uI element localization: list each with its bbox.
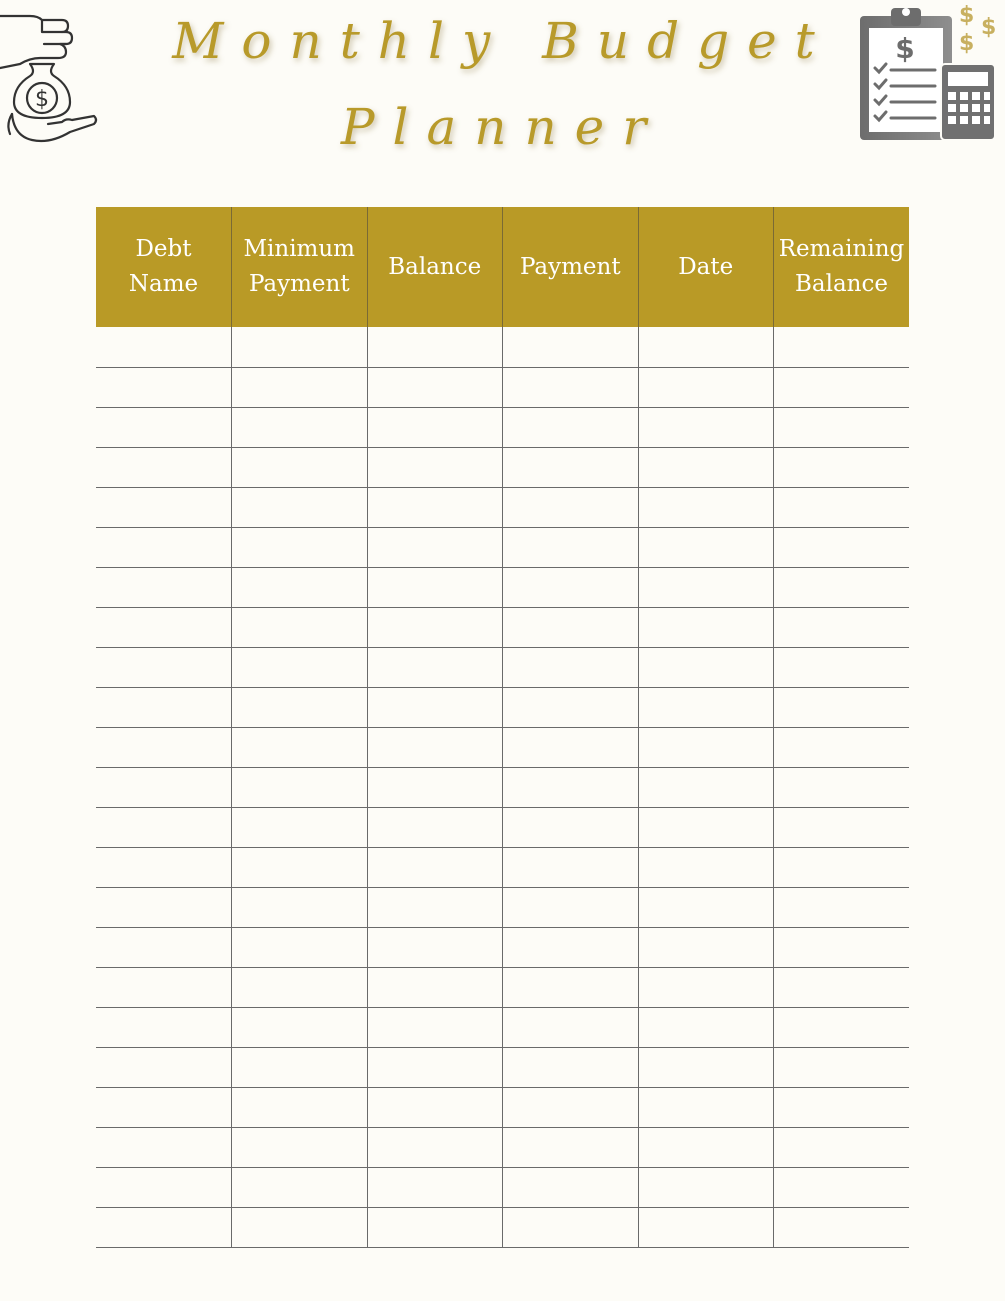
table-cell[interactable] <box>96 1007 232 1047</box>
table-cell[interactable] <box>774 967 910 1007</box>
table-cell[interactable] <box>96 887 232 927</box>
svg-text:$: $ <box>981 15 997 40</box>
table-cell[interactable] <box>503 1167 639 1207</box>
table-cell[interactable] <box>774 927 910 967</box>
table-cell[interactable] <box>367 767 503 807</box>
table-cell[interactable] <box>774 1207 910 1247</box>
column-header-line2: Name <box>128 271 199 297</box>
table-cell[interactable] <box>503 567 639 607</box>
table-cell[interactable] <box>232 527 368 567</box>
table-row <box>96 407 909 447</box>
table-cell[interactable] <box>638 967 774 1007</box>
table-row <box>96 807 909 847</box>
table-cell[interactable] <box>96 687 232 727</box>
table-cell[interactable] <box>232 647 368 687</box>
table-row <box>96 647 909 687</box>
table-row <box>96 327 909 367</box>
table-cell[interactable] <box>367 887 503 927</box>
table-cell[interactable] <box>503 607 639 647</box>
table-cell[interactable] <box>503 887 639 927</box>
table-cell[interactable] <box>638 1207 774 1247</box>
table-cell[interactable] <box>638 767 774 807</box>
column-header-line1: Balance <box>388 253 482 280</box>
table-row <box>96 567 909 607</box>
table-cell[interactable] <box>367 327 503 367</box>
table-cell[interactable] <box>503 527 639 567</box>
table-cell[interactable] <box>96 407 232 447</box>
table-cell[interactable] <box>638 407 774 447</box>
table-cell[interactable] <box>232 327 368 367</box>
table-cell[interactable] <box>96 1207 232 1247</box>
table-cell[interactable] <box>232 367 368 407</box>
table-row <box>96 487 909 527</box>
table-cell[interactable] <box>503 447 639 487</box>
table-cell[interactable] <box>638 1167 774 1207</box>
table-cell[interactable] <box>96 1087 232 1127</box>
table-cell[interactable] <box>367 807 503 847</box>
table-cell[interactable] <box>774 1047 910 1087</box>
table-cell[interactable] <box>774 727 910 767</box>
table-cell[interactable] <box>232 927 368 967</box>
table-cell[interactable] <box>96 567 232 607</box>
debt-tracker-table <box>96 207 909 1248</box>
table-cell[interactable] <box>367 927 503 967</box>
column-header-line2: Payment <box>248 271 350 297</box>
table-cell[interactable] <box>638 727 774 767</box>
table-cell[interactable] <box>503 1127 639 1167</box>
table-cell[interactable] <box>638 1007 774 1047</box>
table-cell[interactable] <box>367 847 503 887</box>
table-cell[interactable] <box>232 1207 368 1247</box>
table-cell[interactable] <box>638 527 774 567</box>
table-cell[interactable] <box>638 487 774 527</box>
table-cell[interactable] <box>774 767 910 807</box>
column-header-line2: Balance <box>795 271 888 297</box>
table-cell[interactable] <box>638 607 774 647</box>
table-cell[interactable] <box>774 647 910 687</box>
table-cell[interactable] <box>774 367 910 407</box>
table-cell[interactable] <box>367 1167 503 1207</box>
table-row <box>96 927 909 967</box>
table-cell[interactable] <box>503 1007 639 1047</box>
table-cell[interactable] <box>774 807 910 847</box>
table-row <box>96 527 909 567</box>
table-cell[interactable] <box>503 647 639 687</box>
table-row <box>96 1007 909 1047</box>
column-header-5 <box>774 207 910 327</box>
table-cell[interactable] <box>774 847 910 887</box>
table-cell[interactable] <box>503 807 639 847</box>
table-cell[interactable] <box>96 647 232 687</box>
column-header-line1: Date <box>678 253 734 280</box>
table-cell[interactable] <box>96 927 232 967</box>
table-cell[interactable] <box>503 967 639 1007</box>
page-title-line2: Planner <box>340 98 665 156</box>
table-cell[interactable] <box>96 847 232 887</box>
table-row <box>96 1087 909 1127</box>
table-cell[interactable] <box>503 927 639 967</box>
table-cell[interactable] <box>96 447 232 487</box>
table-cell[interactable] <box>367 527 503 567</box>
table-row <box>96 967 909 1007</box>
table-cell[interactable] <box>638 327 774 367</box>
table-row <box>96 607 909 647</box>
table-cell[interactable] <box>503 727 639 767</box>
table-row <box>96 1207 909 1247</box>
table-cell[interactable] <box>503 1087 639 1127</box>
table-cell[interactable] <box>638 807 774 847</box>
table-row <box>96 1167 909 1207</box>
table-row <box>96 1047 909 1087</box>
table-cell[interactable] <box>367 607 503 647</box>
column-header-line1: Remaining <box>778 236 905 262</box>
table-cell[interactable] <box>232 567 368 607</box>
table-cell[interactable] <box>367 727 503 767</box>
table-body <box>96 327 909 1247</box>
table-cell[interactable] <box>367 687 503 727</box>
column-header-line1: Debt <box>135 236 192 262</box>
svg-text:$: $ <box>895 32 915 65</box>
table-cell[interactable] <box>774 1007 910 1047</box>
table-cell[interactable] <box>638 847 774 887</box>
table-cell[interactable] <box>638 447 774 487</box>
column-header-line1: Payment <box>519 253 621 280</box>
table-row <box>96 1127 909 1167</box>
table-cell[interactable] <box>503 1047 639 1087</box>
table-cell[interactable] <box>232 727 368 767</box>
table-cell[interactable] <box>367 1207 503 1247</box>
table-cell[interactable] <box>367 1047 503 1087</box>
page-title-line1: Monthly Budget <box>172 12 833 70</box>
clipboard-calculator-icon <box>855 0 1005 145</box>
table-cell[interactable] <box>367 1127 503 1167</box>
table-cell[interactable] <box>367 1007 503 1047</box>
table-cell[interactable] <box>232 1127 368 1167</box>
table-cell[interactable] <box>96 327 232 367</box>
table-cell[interactable] <box>503 407 639 447</box>
table-cell[interactable] <box>774 567 910 607</box>
table-row <box>96 687 909 727</box>
table-cell[interactable] <box>232 607 368 647</box>
table-cell[interactable] <box>774 1127 910 1167</box>
table-cell[interactable] <box>232 807 368 847</box>
table-cell[interactable] <box>96 1047 232 1087</box>
table-cell[interactable] <box>232 407 368 447</box>
table-cell[interactable] <box>96 1167 232 1207</box>
table-cell[interactable] <box>96 607 232 647</box>
table-cell[interactable] <box>503 487 639 527</box>
table-cell[interactable] <box>96 367 232 407</box>
table-cell[interactable] <box>367 567 503 607</box>
table-cell[interactable] <box>232 887 368 927</box>
table-cell[interactable] <box>638 927 774 967</box>
table-cell[interactable] <box>638 1087 774 1127</box>
table-cell[interactable] <box>774 407 910 447</box>
table-cell[interactable] <box>367 967 503 1007</box>
table-row <box>96 847 909 887</box>
table-row <box>96 367 909 407</box>
table-cell[interactable] <box>232 687 368 727</box>
table-cell[interactable] <box>232 1167 368 1207</box>
table-cell[interactable] <box>367 447 503 487</box>
column-header-3 <box>503 207 639 327</box>
table-cell[interactable] <box>96 967 232 1007</box>
table-row <box>96 447 909 487</box>
column-header-2 <box>367 207 503 327</box>
table-cell[interactable] <box>96 527 232 567</box>
table-cell[interactable] <box>96 1127 232 1167</box>
table-cell[interactable] <box>232 1047 368 1087</box>
column-header-4 <box>638 207 774 327</box>
table-cell[interactable] <box>503 687 639 727</box>
table-row <box>96 727 909 767</box>
table-cell[interactable] <box>774 1087 910 1127</box>
table-cell[interactable] <box>774 607 910 647</box>
table-cell[interactable] <box>503 327 639 367</box>
table-cell[interactable] <box>774 887 910 927</box>
table-cell[interactable] <box>774 687 910 727</box>
table-cell[interactable] <box>503 367 639 407</box>
table-cell[interactable] <box>96 807 232 847</box>
column-header-0 <box>96 207 232 327</box>
table-cell[interactable] <box>232 487 368 527</box>
table-cell[interactable] <box>367 367 503 407</box>
svg-text:$: $ <box>959 3 975 28</box>
table-cell[interactable] <box>774 487 910 527</box>
table-cell[interactable] <box>367 1087 503 1127</box>
table-cell[interactable] <box>638 887 774 927</box>
table-cell[interactable] <box>232 447 368 487</box>
table-cell[interactable] <box>96 767 232 807</box>
table-cell[interactable] <box>638 1127 774 1167</box>
table-cell[interactable] <box>232 1087 368 1127</box>
table-cell[interactable] <box>367 407 503 447</box>
table-cell[interactable] <box>638 1047 774 1087</box>
column-header-1 <box>232 207 368 327</box>
table-cell[interactable] <box>774 1167 910 1207</box>
svg-text:$: $ <box>959 31 975 56</box>
column-header-line1: Minimum <box>243 236 355 262</box>
table-cell[interactable] <box>638 567 774 607</box>
svg-text:$: $ <box>35 87 49 112</box>
table-cell[interactable] <box>503 1207 639 1247</box>
table-row <box>96 887 909 927</box>
table-cell[interactable] <box>232 767 368 807</box>
table-cell[interactable] <box>774 447 910 487</box>
table-cell[interactable] <box>232 967 368 1007</box>
table-cell[interactable] <box>367 487 503 527</box>
table-cell[interactable] <box>367 647 503 687</box>
table-cell[interactable] <box>638 687 774 727</box>
table-cell[interactable] <box>774 527 910 567</box>
table-cell[interactable] <box>96 727 232 767</box>
table-row <box>96 767 909 807</box>
table-cell[interactable] <box>774 327 910 367</box>
table-cell[interactable] <box>638 647 774 687</box>
table-cell[interactable] <box>232 1007 368 1047</box>
table-cell[interactable] <box>96 487 232 527</box>
table-header-row <box>96 207 909 327</box>
table-cell[interactable] <box>638 367 774 407</box>
table-cell[interactable] <box>503 847 639 887</box>
table-cell[interactable] <box>232 847 368 887</box>
table-cell[interactable] <box>503 767 639 807</box>
